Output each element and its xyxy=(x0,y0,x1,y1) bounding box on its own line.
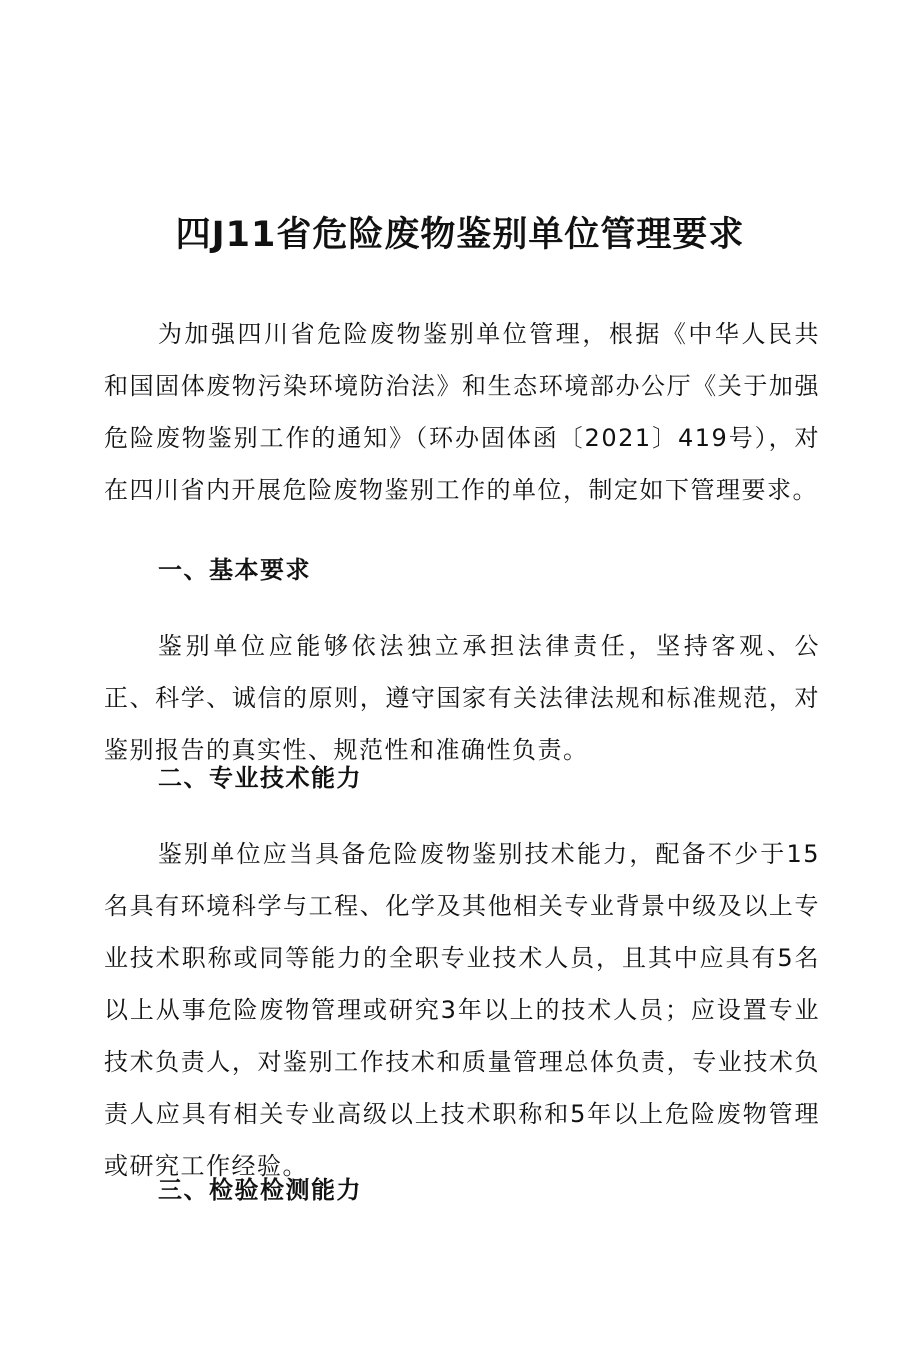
document-title: 四J11省危险废物鉴别单位管理要求 xyxy=(175,215,745,256)
section-heading-testing-capability: 三、检验检测能力 xyxy=(158,1176,362,1204)
intro-paragraph: 为加强四川省危险废物鉴别单位管理，根据《中华人民共和国固体废物污染环境防治法》和生态环境部办公厅《关于加强危险废物鉴别工作的通知》（环办固体函〔2021〕419号），对在四川省内开展危险废物鉴别工作的单位，制定如下管理要求。 xyxy=(104,320,820,504)
section-heading-basic-requirements: 一、基本要求 xyxy=(158,556,311,584)
section-paragraph-technical-capability: 鉴别单位应当具备危险废物鉴别技术能力，配备不少于15名具有环境科学与工程、化学及其他相关专业背景中级及以上专业技术职称或同等能力的全职专业技术人员，且其中应具有5名以上从事危险废物管理或研究3年以上的技术人员；应设置专业技术负责人，对鉴别工作技术和质量管理总体负责，专业技术负责人应具有相关专业高级以上技术职称和5年以上危险废物管理或研究工作经验。 xyxy=(104,840,820,1180)
section-paragraph-basic-requirements: 鉴别单位应能够依法独立承担法律责任，坚持客观、公正、科学、诚信的原则，遵守国家有关法律法规和标准规范，对鉴别报告的真实性、规范性和准确性负责。 xyxy=(104,632,820,764)
section-heading-technical-capability: 二、专业技术能力 xyxy=(158,764,362,792)
